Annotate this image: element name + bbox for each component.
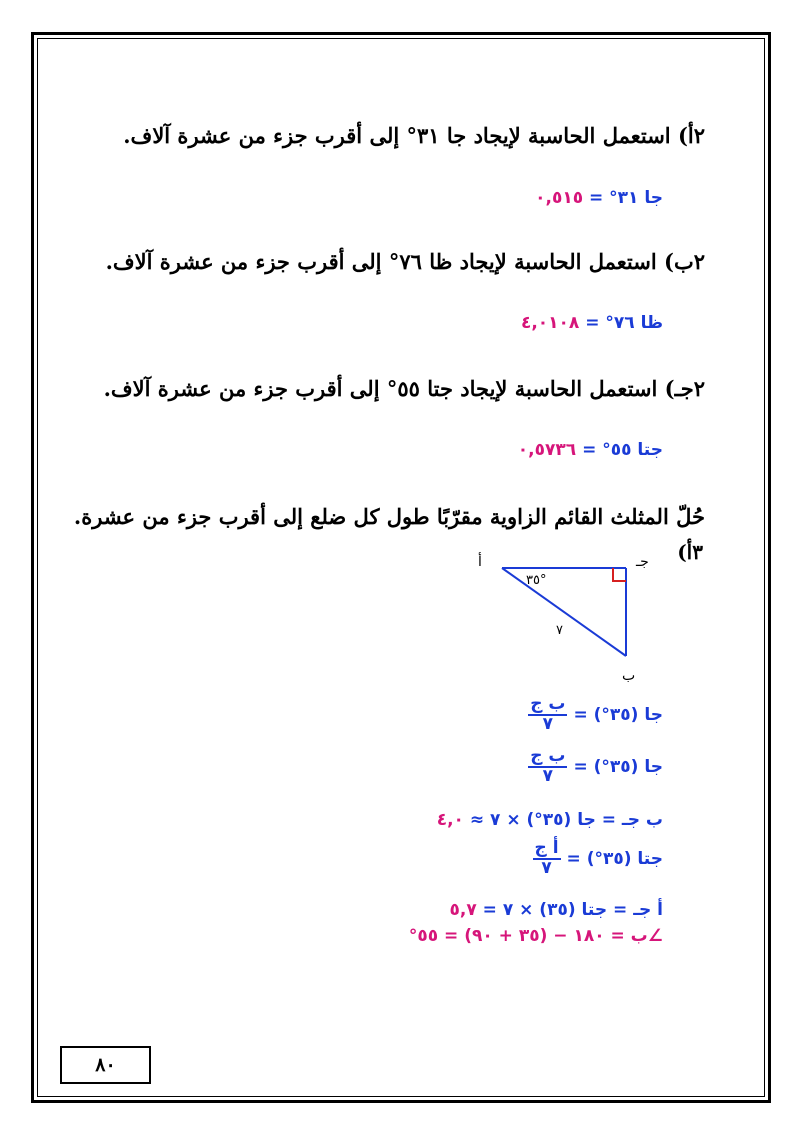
step-2-numerator: ب ج: [530, 746, 566, 766]
answer-2a-value: ٠,٥١٥: [535, 188, 584, 208]
angle-label: ٣٥°: [526, 573, 547, 588]
hypotenuse-label: ٧: [556, 623, 563, 638]
step-3-text: ب جـ = جا (٣٥°) × ٧ ≈: [469, 810, 663, 830]
question-2a: ٢أ) استعمل الحاسبة لإيجاد جا ٣١° إلى أقرب جزء من عشرة آلاف.: [123, 123, 705, 148]
question-2c: ٢جـ) استعمل الحاسبة لإيجاد جتا ٥٥° إلى أقرب جزء من عشرة آلاف.: [103, 376, 705, 401]
step-1-fraction: [528, 696, 567, 734]
question-3-instruction: حُلّ المثلث القائم الزاوية مقرّبًا طول كل ضلع إلى أقرب جزء من عشرة.: [73, 504, 705, 529]
right-angle-mark: [613, 568, 626, 581]
page-number: ٨٠: [60, 1046, 151, 1084]
vertex-b-label: ب: [622, 668, 636, 684]
answer-2c: [518, 440, 663, 460]
step-5-value: ٥,٧: [449, 900, 477, 920]
step-1-lhs: جا (٣٥°) =: [573, 704, 663, 725]
answer-2b-label: ظا ٧٦° =: [585, 313, 663, 333]
step-2-denominator: ٧: [542, 765, 554, 786]
answer-2a-label: جا ٣١° =: [589, 188, 663, 208]
vertex-c-label: جـ: [636, 554, 649, 570]
answer-2b-value: ٤,٠١٠٨: [520, 313, 580, 333]
triangle-hypotenuse: [502, 568, 626, 656]
step-2: [528, 748, 663, 786]
step-2-lhs: جا (٣٥°) =: [573, 756, 663, 777]
step-4-lhs: جتا (٣٥°) =: [566, 848, 663, 869]
vertex-a-label: أ: [478, 554, 482, 570]
step-5: [450, 900, 663, 920]
step-3: [437, 810, 663, 830]
right-triangle-figure: [440, 548, 660, 688]
answer-2c-label: جتا ٥٥° =: [582, 440, 663, 460]
step-4: [533, 840, 663, 878]
step-1-numerator: ب ج: [530, 694, 566, 714]
answer-2b: [521, 313, 663, 333]
step-4-numerator: أ ج: [534, 838, 559, 858]
question-3-number: ٣أ): [677, 540, 703, 564]
answer-2a: [535, 188, 663, 208]
answer-2c-value: ٠,٥٧٣٦: [517, 440, 577, 460]
step-4-denominator: ٧: [541, 857, 552, 878]
step-1: [528, 696, 663, 734]
step-3-value: ٤,٠: [436, 810, 464, 830]
step-2-fraction: [528, 748, 567, 786]
step-1-denominator: ٧: [542, 713, 554, 734]
step-5-text: أ جـ = جتا (٣٥) × ٧ =: [482, 900, 663, 920]
step-6: ∠ب = ١٨٠ − (٣٥ + ٩٠) = ٥٥°: [408, 926, 663, 946]
step-4-fraction: [533, 840, 561, 878]
question-2b: ٢ب) استعمل الحاسبة لإيجاد ظا ٧٦° إلى أقرب جزء من عشرة آلاف.: [105, 249, 705, 274]
